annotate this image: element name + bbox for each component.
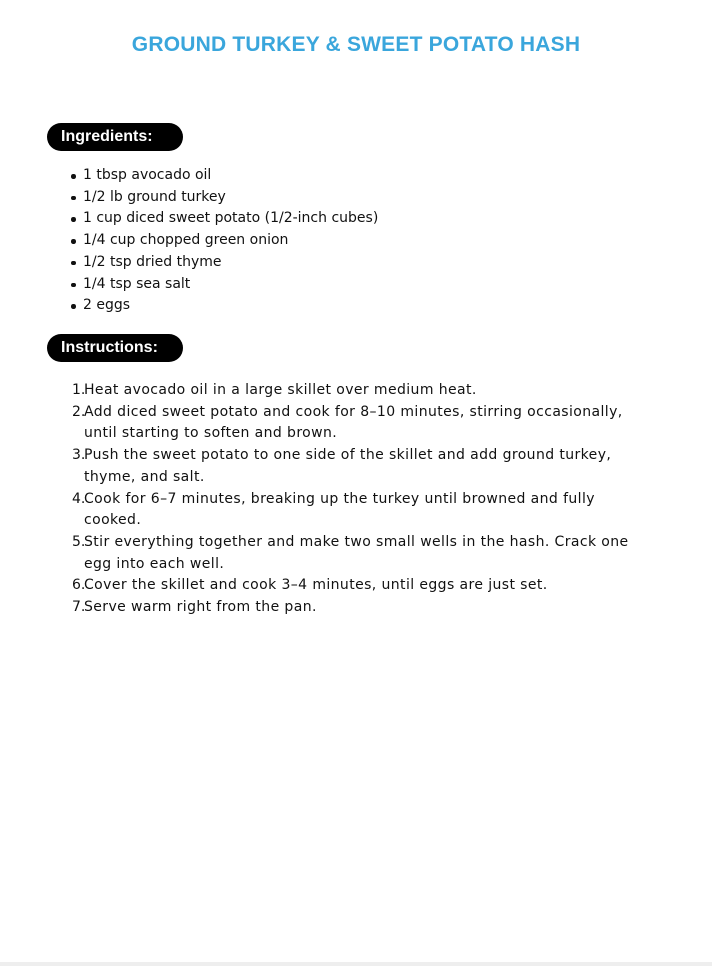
bullet-icon bbox=[71, 239, 76, 244]
page-bottom-edge bbox=[0, 962, 712, 966]
bullet-icon bbox=[71, 304, 76, 309]
ingredient-item bbox=[83, 230, 378, 252]
step-number: 3. bbox=[72, 447, 86, 464]
instruction-step bbox=[72, 402, 639, 445]
ingredient-item bbox=[83, 252, 378, 274]
instructions-heading: Instructions: bbox=[47, 334, 183, 362]
step-text: Push the sweet potato to one side of the skillet and add ground turkey, thyme, and salt. bbox=[84, 447, 612, 485]
bullet-icon bbox=[71, 196, 76, 201]
step-text: Heat avocado oil in a large skillet over medium heat. bbox=[84, 382, 477, 398]
ingredient-text: 1/2 tsp dried thyme bbox=[83, 253, 222, 270]
bullet-icon bbox=[71, 174, 76, 179]
step-number: 6. bbox=[72, 577, 86, 594]
ingredients-heading: Ingredients: bbox=[47, 123, 183, 151]
ingredient-text: 2 eggs bbox=[83, 297, 131, 314]
step-text: Add diced sweet potato and cook for 8–10 minutes, stirring occasionally, until starting to soften and brown. bbox=[84, 403, 623, 442]
ingredient-text: 1/4 tsp sea salt bbox=[83, 275, 191, 292]
instruction-step bbox=[72, 489, 639, 532]
ingredient-text: 1 cup diced sweet potato (1/2-inch cubes) bbox=[83, 210, 379, 227]
ingredient-item bbox=[83, 165, 378, 187]
instructions-list bbox=[72, 380, 639, 619]
ingredients-list bbox=[83, 165, 378, 317]
instruction-step bbox=[72, 445, 639, 488]
ingredient-text: 1 tbsp avocado oil bbox=[83, 167, 212, 183]
step-number: 1. bbox=[72, 382, 86, 398]
step-text: Cover the skillet and cook 3–4 minutes, until eggs are just set. bbox=[84, 577, 548, 594]
step-text: Serve warm right from the pan. bbox=[84, 599, 317, 616]
ingredient-text: 1/2 lb ground turkey bbox=[83, 188, 226, 205]
recipe-title: GROUND TURKEY & SWEET POTATO HASH bbox=[131, 33, 581, 56]
step-number: 5. bbox=[72, 533, 86, 550]
step-number: 2. bbox=[72, 403, 86, 420]
ingredient-text: 1/4 cup chopped green onion bbox=[83, 232, 289, 249]
step-number: 4. bbox=[72, 490, 86, 507]
bullet-icon bbox=[71, 283, 76, 288]
step-text: Cook for 6–7 minutes, breaking up the turkey until browned and fully cooked. bbox=[84, 490, 595, 529]
ingredient-item bbox=[83, 187, 378, 209]
ingredient-item bbox=[83, 274, 378, 296]
step-number: 7. bbox=[72, 599, 86, 616]
instruction-step bbox=[72, 532, 639, 575]
instruction-step bbox=[72, 575, 639, 597]
instruction-step bbox=[72, 380, 639, 402]
ingredient-item bbox=[83, 208, 378, 230]
bullet-icon bbox=[71, 261, 76, 266]
ingredient-item bbox=[83, 295, 378, 317]
step-text: Stir everything together and make two small wells in the hash. Crack one egg into each well. bbox=[84, 533, 629, 572]
instruction-step bbox=[72, 597, 639, 619]
bullet-icon bbox=[71, 217, 76, 222]
